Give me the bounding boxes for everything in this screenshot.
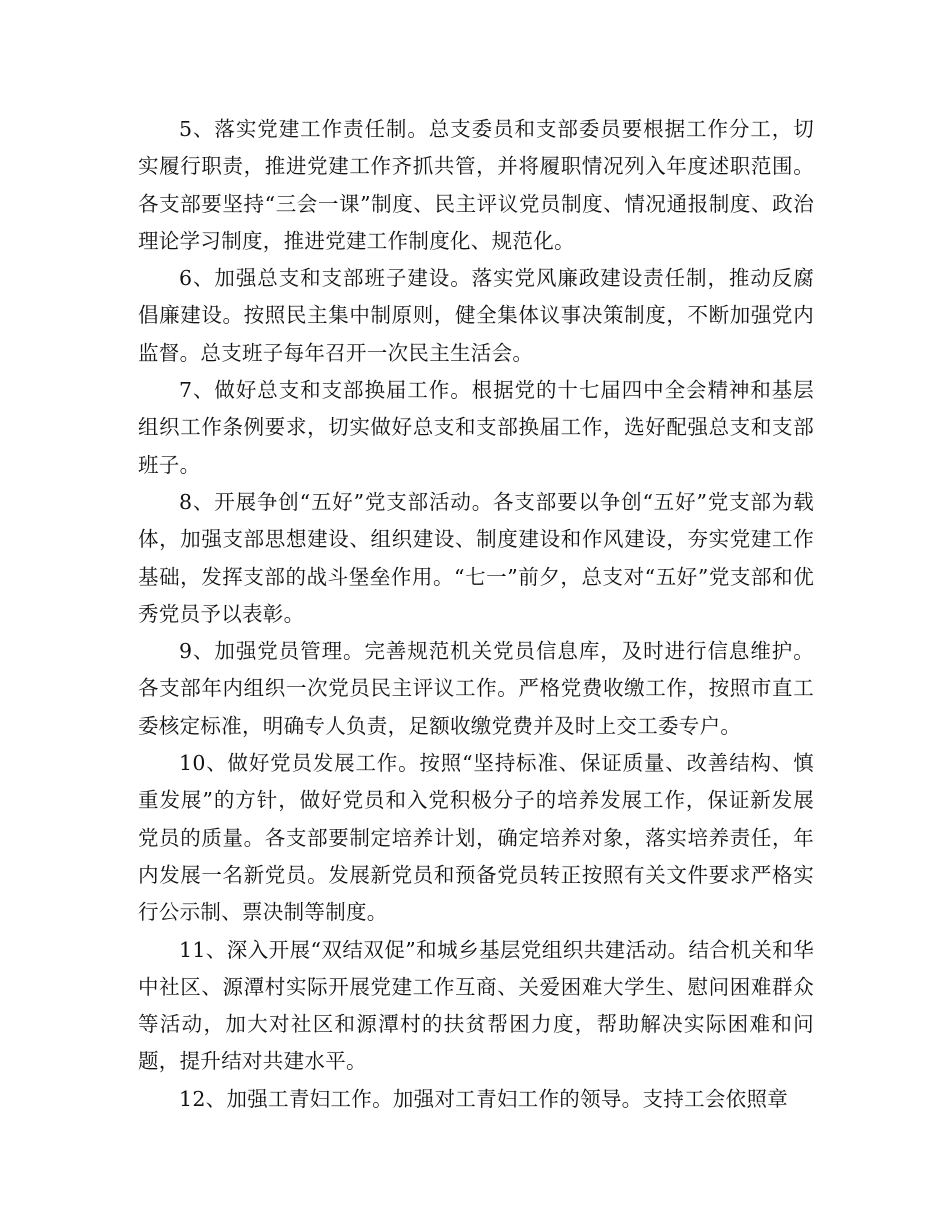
- paragraph-item-5: 5、落实党建工作责任制。总支委员和支部委员要根据工作分工，切实履行职责，推进党建工作齐抓共管，并将履职情况列入年度述职范围。各支部要坚持“三会一课”制度、民主评议党员制度、情况通报制度、政治理论学习制度，推进党建工作制度化、规范化。: [138, 117, 814, 253]
- paragraph-item-7: 7、做好总支和支部换届工作。根据党的十七届四中全会精神和基层组织工作条例要求，切实做好总支和支部换届工作，选好配强总支和支部班子。: [138, 378, 814, 477]
- document-body: [138, 111, 814, 1118]
- paragraph-item-6: 6、加强总支和支部班子建设。落实党风廉政建设责任制，推动反腐倡廉建设。按照民主集中制原则，健全集体议事决策制度，不断加强党内监督。总支班子每年召开一次民主生活会。: [138, 266, 814, 365]
- paragraph-item-11: 11、深入开展“双结双促”和城乡基层党组织共建活动。结合机关和华中社区、源潭村实际开展党建工作互商、关爱困难大学生、慰问困难群众等活动，加大对社区和源潭村的扶贫帮困力度，帮助解决实际困难和问题，提升结对共建水平。: [138, 937, 814, 1074]
- paragraph-item-10: 10、做好党员发展工作。按照“坚持标准、保证质量、改善结构、慎重发展”的方针，做好党员和入党积极分子的培养发展工作，保证新发展党员的质量。各支部要制定培养计划，确定培养对象，落实培养责任，年内发展一名新党员。发展新党员和预备党员转正按照有关文件要求严格实行公示制、票决制等制度。: [138, 751, 814, 925]
- paragraph-item-12: 12、加强工青妇工作。加强对工青妇工作的领导。支持工会依照章: [179, 1086, 789, 1111]
- paragraph-item-8: 8、开展争创“五好”党支部活动。各支部要以争创“五好”党支部为载体，加强支部思想建设、组织建设、制度建设和作风建设，夯实党建工作基础，发挥支部的战斗堡垒作用。“七一”前夕，总支对“五好”党支部和优秀党员予以表彰。: [138, 489, 814, 626]
- paragraph-item-9: 9、加强党员管理。完善规范机关党员信息库，及时进行信息维护。各支部年内组织一次党员民主评议工作。严格党费收缴工作，按照市直工委核定标准，明确专人负责，足额收缴党费并及时上交工委专户。: [138, 639, 814, 738]
